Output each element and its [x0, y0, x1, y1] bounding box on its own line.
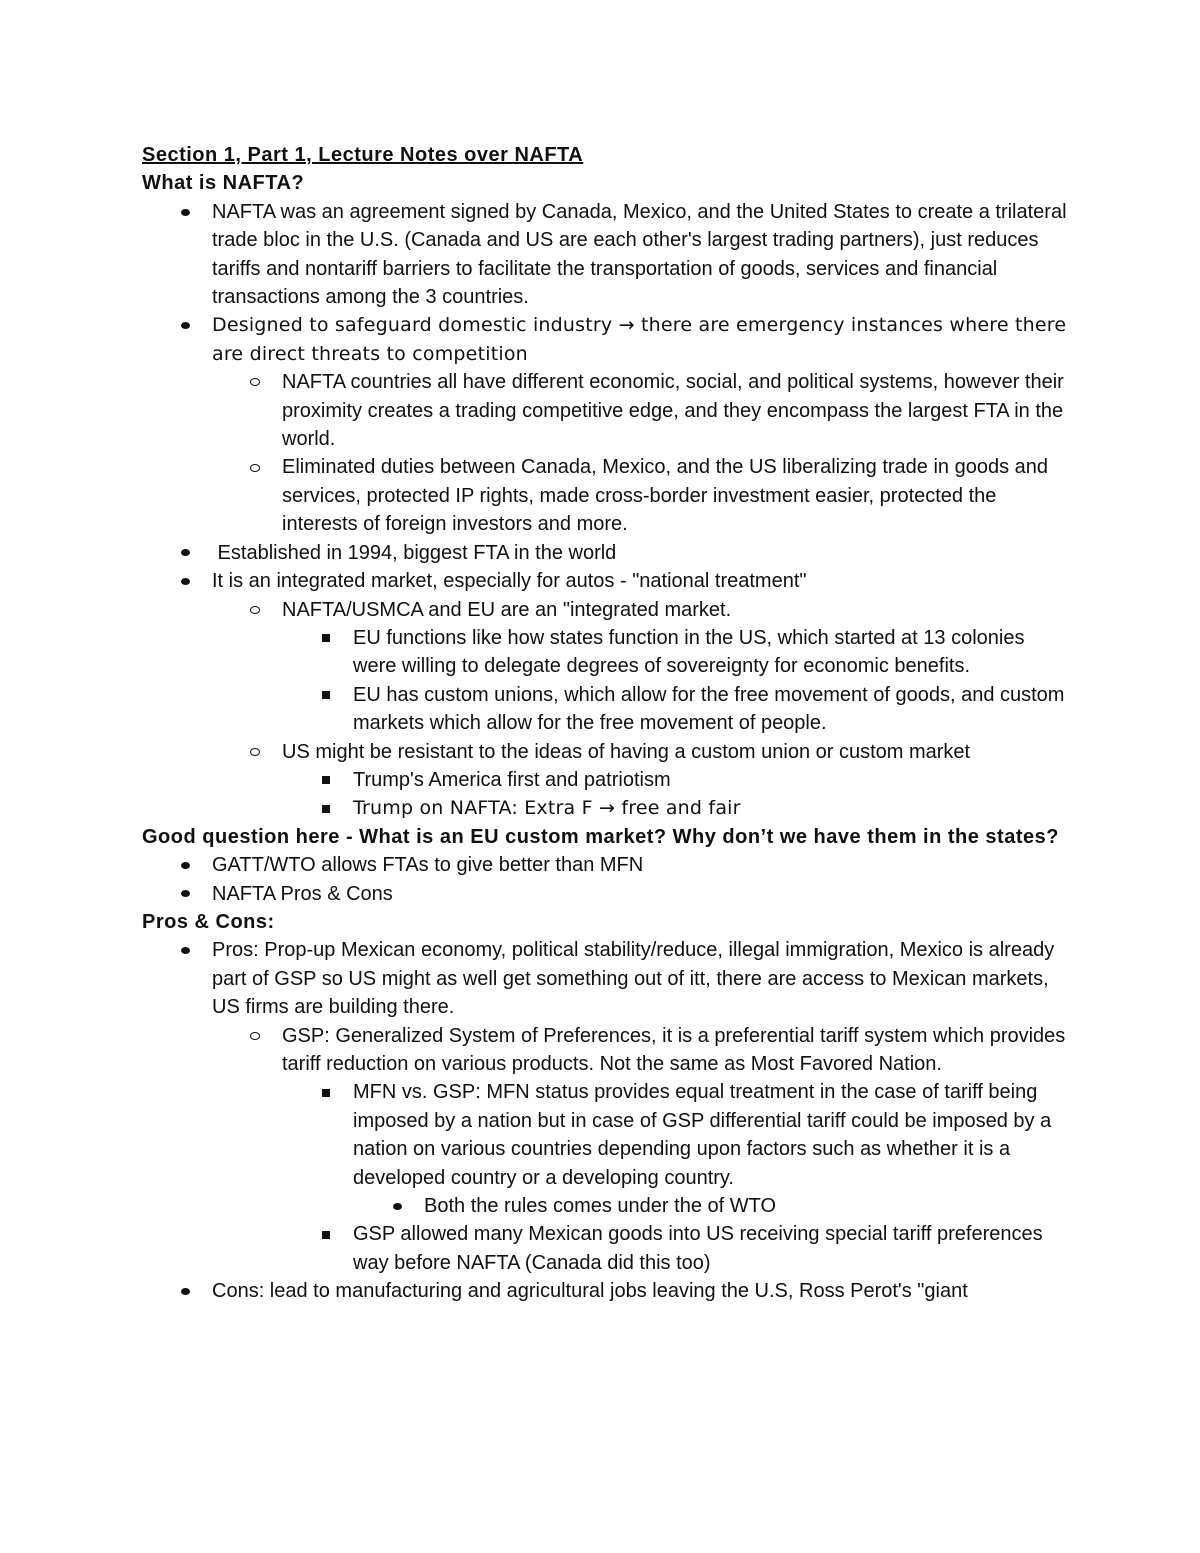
list-item [142, 1022, 1072, 1079]
list-item-text: GATT/WTO allows FTAs to give better than MFN [212, 854, 644, 877]
filled-square-bullet-icon [319, 681, 333, 709]
list-item [142, 936, 1072, 1021]
list-item [142, 368, 1072, 453]
filled-disc-bullet-icon [178, 311, 192, 339]
filled-disc-bullet-icon [178, 936, 192, 964]
list-item-text: It is an integrated market, especially for autos - "national treatment" [212, 570, 807, 593]
hollow-circle-bullet-icon [248, 453, 262, 481]
list-item-text: Designed to safeguard domestic industry → there are emergency instances where there are direct threats to competition [212, 314, 1067, 365]
what-is-nafta-list [142, 198, 1072, 823]
hollow-circle-bullet-icon [248, 368, 262, 396]
document-title: Section 1, Part 1, Lecture Notes over NAFTA [142, 144, 584, 166]
list-item [142, 738, 1072, 766]
hollow-circle-bullet-icon [248, 1022, 262, 1050]
list-item-text: NAFTA countries all have different economic, social, and political systems, however their proximity creates a trading competitive edge, and they encompass the largest FTA in the world. [282, 371, 1064, 451]
list-item [142, 311, 1072, 368]
filled-disc-bullet-icon [178, 880, 192, 908]
hollow-circle-bullet-icon [248, 596, 262, 624]
filled-disc-bullet-icon [178, 198, 192, 226]
pros-cons-list [142, 936, 1072, 1305]
filled-disc-bullet-icon [178, 851, 192, 879]
list-item [142, 794, 1072, 822]
list-item [142, 539, 1072, 567]
list-item-text: Established in 1994, biggest FTA in the world [212, 541, 617, 564]
list-item-text: EU functions like how states function in the US, which started at 13 colonies were willing to delegate degrees of sovereignty for economic benefits. [353, 626, 1025, 678]
filled-disc-bullet-icon [178, 1277, 192, 1305]
list-item [142, 1078, 1072, 1192]
list-item-text: Pros: Prop-up Mexican economy, political stability/reduce, illegal immigration, Mexico is already part of GSP so US might as well get something out of itt, there are access to Mexican markets, US firms are building there. [212, 939, 1055, 1019]
list-item-text: GSP allowed many Mexican goods into US receiving special tariff preferences way before NAFTA (Canada did this too) [353, 1223, 1043, 1274]
list-item [142, 567, 1072, 595]
good-question-list [142, 851, 1072, 908]
list-item [142, 880, 1072, 908]
list-item-text: Both the rules comes under the of WTO [424, 1195, 777, 1218]
filled-square-bullet-icon [319, 766, 333, 794]
list-item [142, 596, 1072, 624]
list-item [142, 1220, 1072, 1277]
list-item-text: NAFTA Pros & Cons [212, 882, 393, 905]
list-item-text: NAFTA/USMCA and EU are an "integrated market. [282, 598, 732, 621]
filled-disc-bullet-icon [390, 1192, 404, 1220]
list-item [142, 198, 1072, 312]
heading-what-is-nafta: What is NAFTA? [142, 172, 305, 195]
list-item [142, 681, 1072, 738]
filled-square-bullet-icon [319, 624, 333, 652]
filled-square-bullet-icon [319, 794, 333, 822]
list-item-text: Trump's America first and patriotism [353, 768, 671, 791]
list-item [142, 766, 1072, 794]
list-item [142, 1277, 1072, 1305]
list-item-text: GSP: Generalized System of Preferences, it is a preferential tariff system which provides tariff reduction on various products. Not the same as Most Favored Nation. [282, 1024, 1066, 1075]
filled-square-bullet-icon [319, 1078, 333, 1106]
filled-disc-bullet-icon [178, 539, 192, 567]
document-body [142, 141, 1072, 1306]
list-item-text: US might be resistant to the ideas of having a custom union or custom market [282, 740, 971, 763]
filled-disc-bullet-icon [178, 567, 192, 595]
list-item-text: EU has custom unions, which allow for the free movement of goods, and custom markets which allow for the free movement of people. [353, 683, 1065, 735]
list-item-text: Eliminated duties between Canada, Mexico, and the US liberalizing trade in goods and services, protected IP rights, made cross-border investment easier, protected the interests of foreign investors and more. [282, 456, 1049, 536]
list-item-text: MFN vs. GSP: MFN status provides equal treatment in the case of tariff being imposed by a nation but in case of GSP differential tariff could be imposed by a nation on various countries depending upon factors such as whether it is a developed country or a developing country. [353, 1081, 1052, 1189]
list-item-text: Cons: lead to manufacturing and agricultural jobs leaving the U.S, Ross Perot's "giant [212, 1280, 968, 1303]
list-item-text: NAFTA was an agreement signed by Canada, Mexico, and the United States to create a trilateral trade bloc in the U.S. (Canada and US are each other's largest trading partners), just reduces tariffs and nontariff barriers to facilitate the transportation of goods, services and financial transactions among the 3 countries. [212, 200, 1067, 309]
heading-pros-cons: Pros & Cons: [142, 910, 275, 933]
list-item-text: Trump on NAFTA: Extra F → free and fair [353, 797, 741, 820]
heading-good-question: Good question here - What is an EU custom market? Why don’t we have them in the states? [142, 825, 1059, 848]
list-item [142, 851, 1072, 879]
filled-square-bullet-icon [319, 1220, 333, 1248]
list-item [142, 624, 1072, 681]
list-item [142, 1192, 1072, 1220]
hollow-circle-bullet-icon [248, 738, 262, 766]
list-item [142, 453, 1072, 538]
